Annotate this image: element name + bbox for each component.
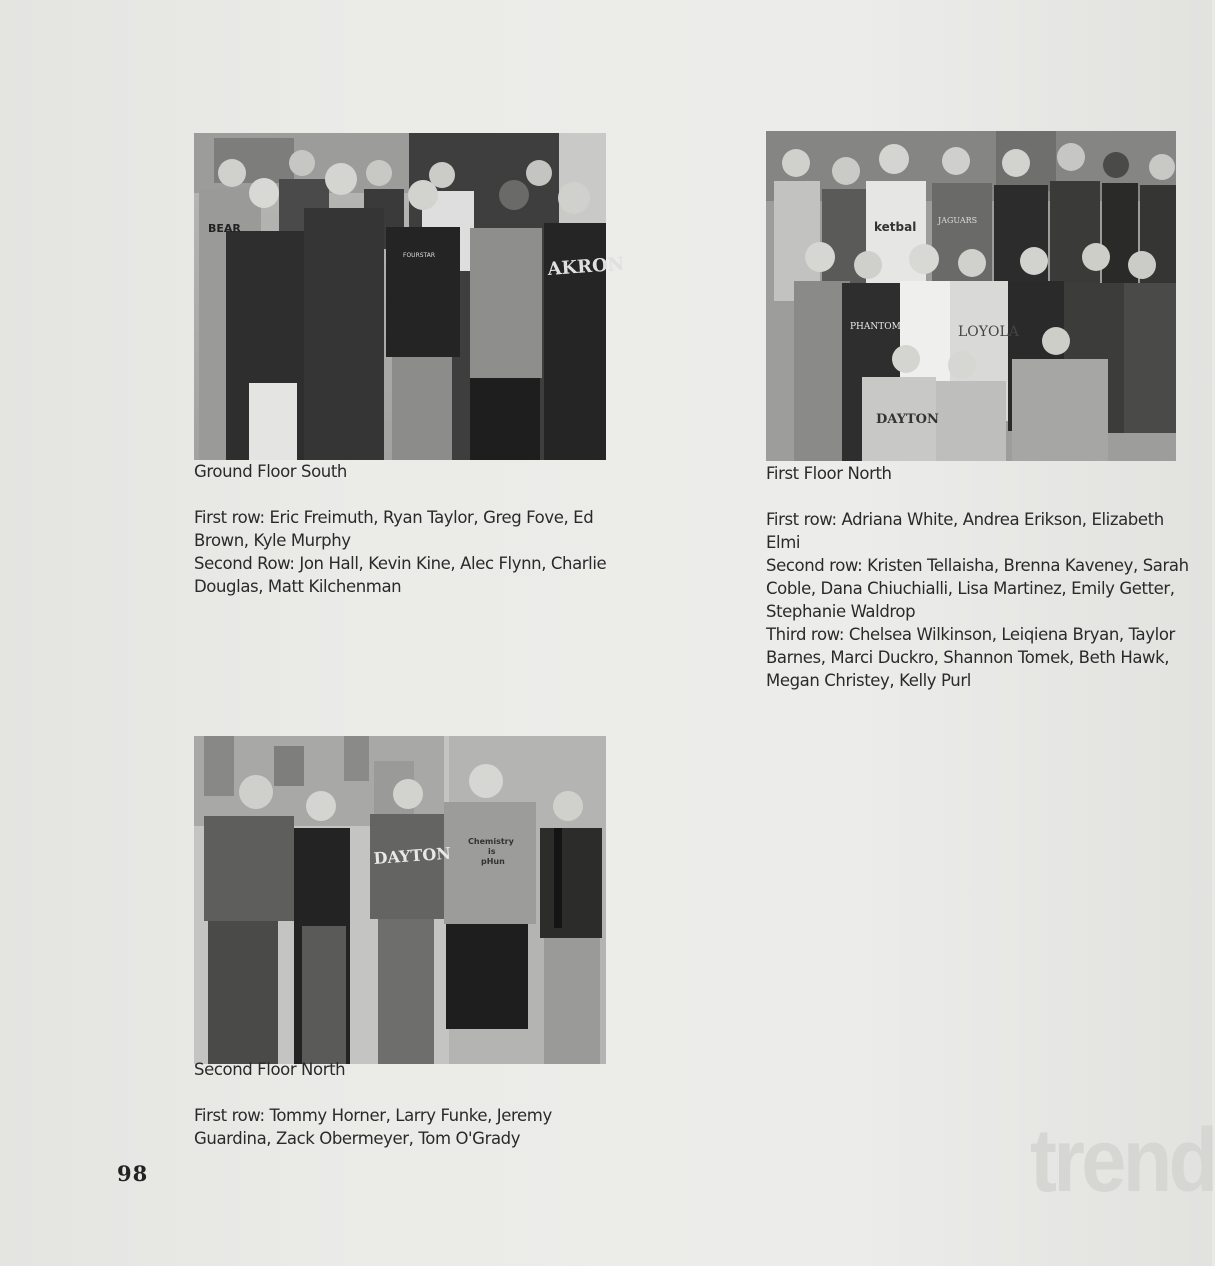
caption-second-floor-north: [194, 1058, 624, 1150]
caption-line: Second Row: Jon Hall, Kevin Kine, Alec Flynn, Charlie: [194, 554, 607, 573]
photo-title: First Floor North: [766, 464, 892, 483]
svg-text:PHANTOM: PHANTOM: [850, 322, 901, 332]
svg-text:BEAR: BEAR: [208, 222, 241, 235]
caption-ground-floor-south: [194, 460, 624, 598]
photo-ground-floor-south: [194, 133, 625, 460]
svg-text:ketbal: ketbal: [874, 220, 917, 234]
svg-text:LOYOLA: LOYOLA: [958, 324, 1019, 340]
svg-text:AKRON: AKRON: [546, 253, 625, 280]
caption-line: First row: Eric Freimuth, Ryan Taylor, Greg Fove, Ed: [194, 508, 594, 527]
photo-title: Ground Floor South: [194, 462, 347, 481]
caption-line: Barnes, Marci Duckro, Shannon Tomek, Beth Hawk,: [766, 648, 1170, 667]
caption-line: Guardina, Zack Obermeyer, Tom O'Grady: [194, 1129, 521, 1148]
svg-text:DAYTON: DAYTON: [372, 843, 452, 868]
caption-line: Brown, Kyle Murphy: [194, 531, 351, 550]
caption-line: Megan Christey, Kelly Purl: [766, 671, 971, 690]
caption-line: Douglas, Matt Kilchenman: [194, 577, 402, 596]
caption-line: Second row: Kristen Tellaisha, Brenna Kaveney, Sarah: [766, 556, 1189, 575]
photo-title: Second Floor North: [194, 1060, 346, 1079]
svg-text:is: is: [488, 847, 496, 856]
photo-second-floor-north: [194, 736, 606, 1064]
caption-line: Coble, Dana Chiuchialli, Lisa Martinez, Emily Getter,: [766, 579, 1175, 598]
photo-first-floor-north: [766, 131, 1176, 461]
svg-text:JAGUARS: JAGUARS: [938, 216, 978, 225]
svg-text:Chemistry: Chemistry: [468, 837, 514, 846]
caption-line: First row: Adriana White, Andrea Erikson, Elizabeth: [766, 510, 1164, 529]
svg-text:FOURSTAR: FOURSTAR: [403, 252, 436, 259]
caption-line: Stephanie Waldrop: [766, 602, 916, 621]
svg-text:pHun: pHun: [481, 857, 505, 866]
page-number: 98: [117, 1161, 149, 1186]
caption-line: First row: Tommy Horner, Larry Funke, Jeremy: [194, 1106, 552, 1125]
svg-text:DAYTON: DAYTON: [876, 412, 939, 427]
caption-line: Elmi: [766, 533, 801, 552]
caption-first-floor-north: [766, 462, 1196, 692]
bleed-through-text: trend: [1030, 1111, 1215, 1211]
caption-line: Third row: Chelsea Wilkinson, Leiqiena Bryan, Taylor: [766, 625, 1175, 644]
